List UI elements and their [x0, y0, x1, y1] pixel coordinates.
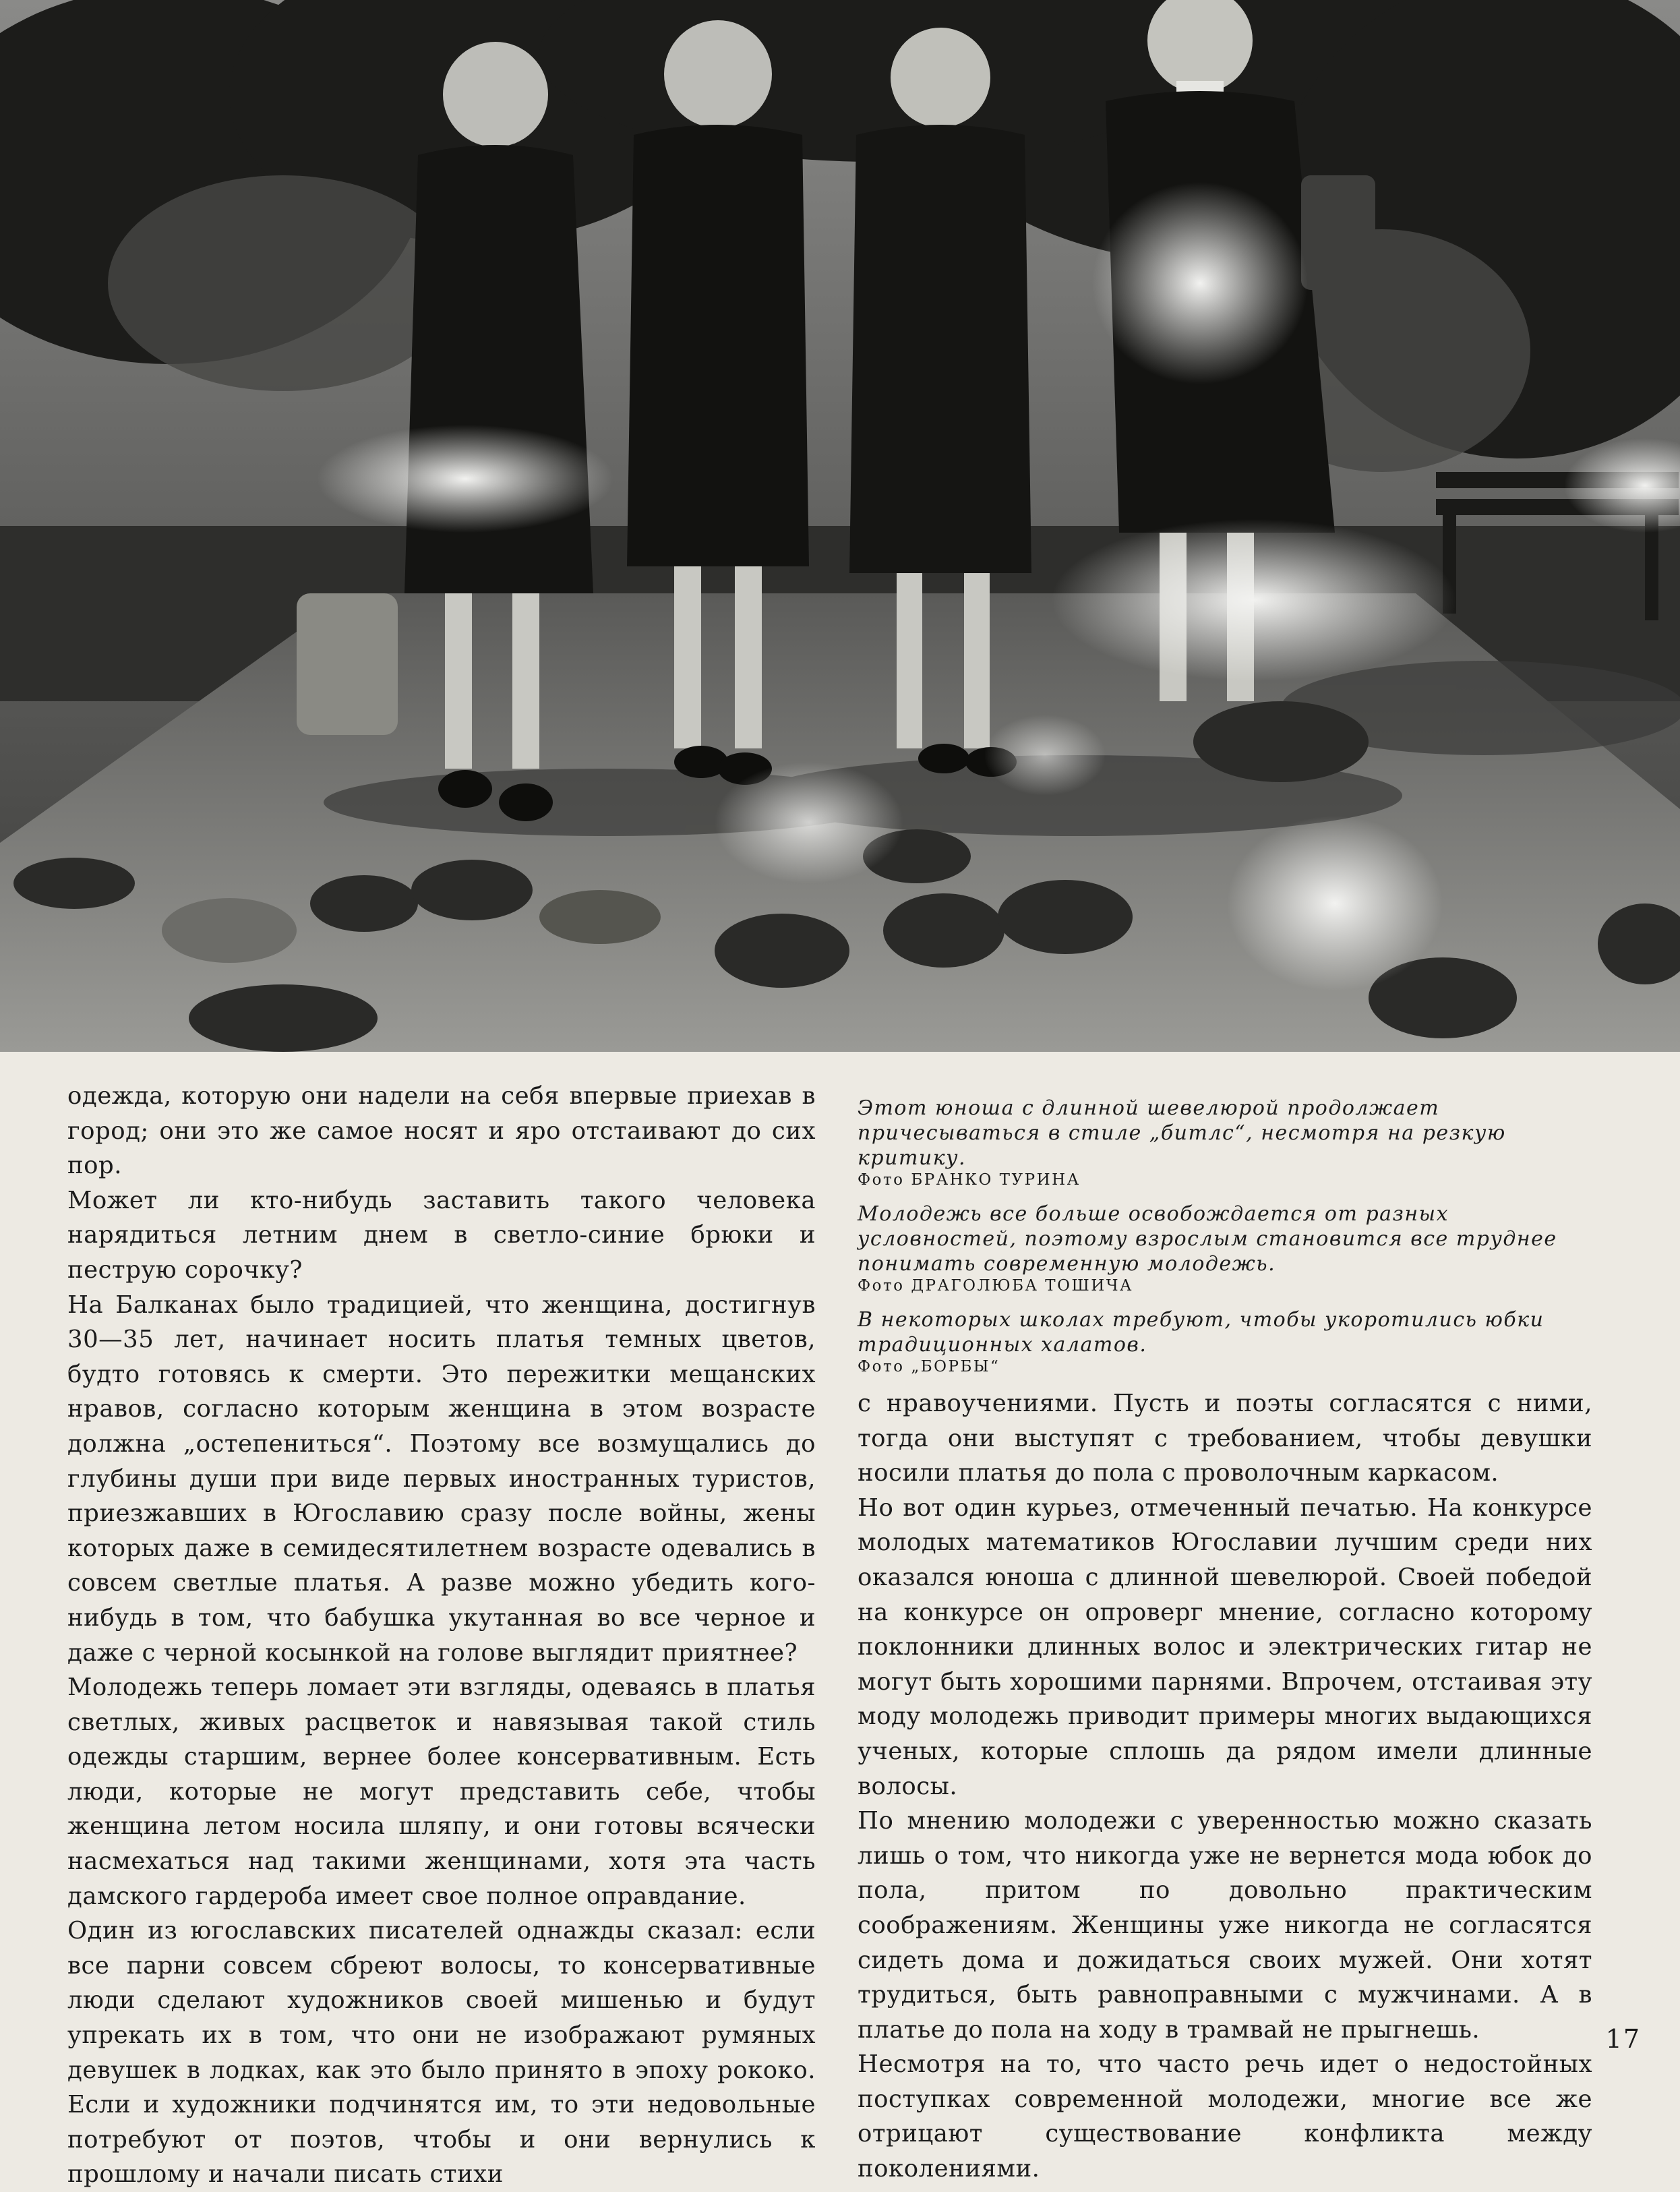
caption-text: В некоторых школах требуют, чтобы укоротились юбки традиционных халатов.: [858, 1308, 1544, 1357]
paragraph: Может ли кто-нибудь заставить такого человека нарядиться летним днем в светло-синие брюки и пеструю сорочку?: [67, 1186, 816, 1284]
photo-captions: [858, 1096, 1592, 1388]
paragraph: Но вот один курьез, отмеченный печатью. На конкурсе молодых математиков Югославии лучшим среди них оказался юноша с длинной шевелюрой. Своей победой на конкурсе он опроверг мнение, согласно которому поклонники длинных волос и электрических гитар не могут быть хорошими парнями. Впрочем, отстаивая эту моду молодежь приводит примеры многих выдающихся ученых, которые сплошь да рядом имели длинные волосы.: [858, 1493, 1592, 1800]
right-text-column: [858, 1386, 1592, 2187]
caption-block: [858, 1096, 1592, 1189]
photo-credit: Фото БРАНКО ТУРИНА: [858, 1171, 1081, 1189]
caption-text: Этот юноша с длинной шевелюрой продолжает причесываться в стиле „битлс“, несмотря на резкую критику.: [858, 1096, 1506, 1170]
paragraph: Один из югославских писателей однажды сказал: если все парни совсем сбреют волосы, то консервативные люди сделают художников своей мишенью и будут упрекать их в том, что они не изображают румяных девушек в лодках, как это было принято в эпоху рококо. Если и художники подчинятся им, то эти недовольные потребуют от поэтов, чтобы и они вернулись к прошлому и начали писать стихи: [67, 1917, 816, 2189]
paragraph: По мнению молодежи с уверенностью можно сказать лишь о том, что никогда уже не вернется мода юбок до пола, притом по довольно практическим соображениям. Женщины уже никогда не согласятся сидеть дома и дожидаться своих мужей. Они хотят трудиться, быть равноправными с мужчинами. А в платье до пола на ходу в трамвай не прыгнешь.: [858, 1807, 1592, 2044]
paragraph: Молодежь теперь ломает эти взгляды, одеваясь в платья светлых, живых расцветок и навязывая такой стиль одежды старшим, вернее более консервативным. Есть люди, которые не могут представить себе, чтобы женщина летом носила шляпу, и они готовы всячески насмехаться над такими женщинами, хотя эта часть дамского гардероба имеет свое полное оправдание.: [67, 1673, 816, 1910]
caption-block: [858, 1202, 1592, 1295]
paragraph: На Балканах было традицией, что женщина, достигнув 30—35 лет, начинает носить платья темных цветов, будто готовясь к смерти. Это пережитки мещанских нравов, согласно которым женщина в этом возрасте должна „остепениться“. Поэтому все возмущались до глубины души при виде первых иностранных туристов, приезжавших в Югославию сразу после войны, жены которых даже в семидесятилетнем возрасте одевались в совсем светлые платья. А разве можно убедить кого-нибудь в том, что бабушка укутанная во все черное и даже с черной косынкой на голове выглядит приятнее?: [67, 1291, 816, 1667]
paragraph: одежда, которую они надели на себя впервые приехав в город; они это же самое носят и яро отстаивают до сих пор.: [67, 1082, 816, 1180]
paragraph: Несмотря на то, что часто речь идет о недостойных поступках современной молодежи, многие все же отрицают существование конфликта между поколениями.: [858, 2050, 1592, 2183]
left-text-column: [67, 1079, 816, 2192]
park-photograph: [0, 0, 1680, 1052]
photo-credit: Фото „БОРБЫ“: [858, 1358, 1000, 1375]
page-number: 17: [1605, 2024, 1641, 2054]
caption-block: [858, 1307, 1592, 1376]
photo-credit: Фото ДРАГОЛЮБА ТОШИЧА: [858, 1277, 1133, 1295]
paragraph: с нравоучениями. Пусть и поэты согласятся с ними, тогда они выступят с требованием, чтобы девушки носили платья до пола с проволочным каркасом.: [858, 1390, 1592, 1487]
caption-text: Молодежь все больше освобождается от разных условностей, поэтому взрослым становится все труднее понимать современную молодежь.: [858, 1202, 1557, 1276]
